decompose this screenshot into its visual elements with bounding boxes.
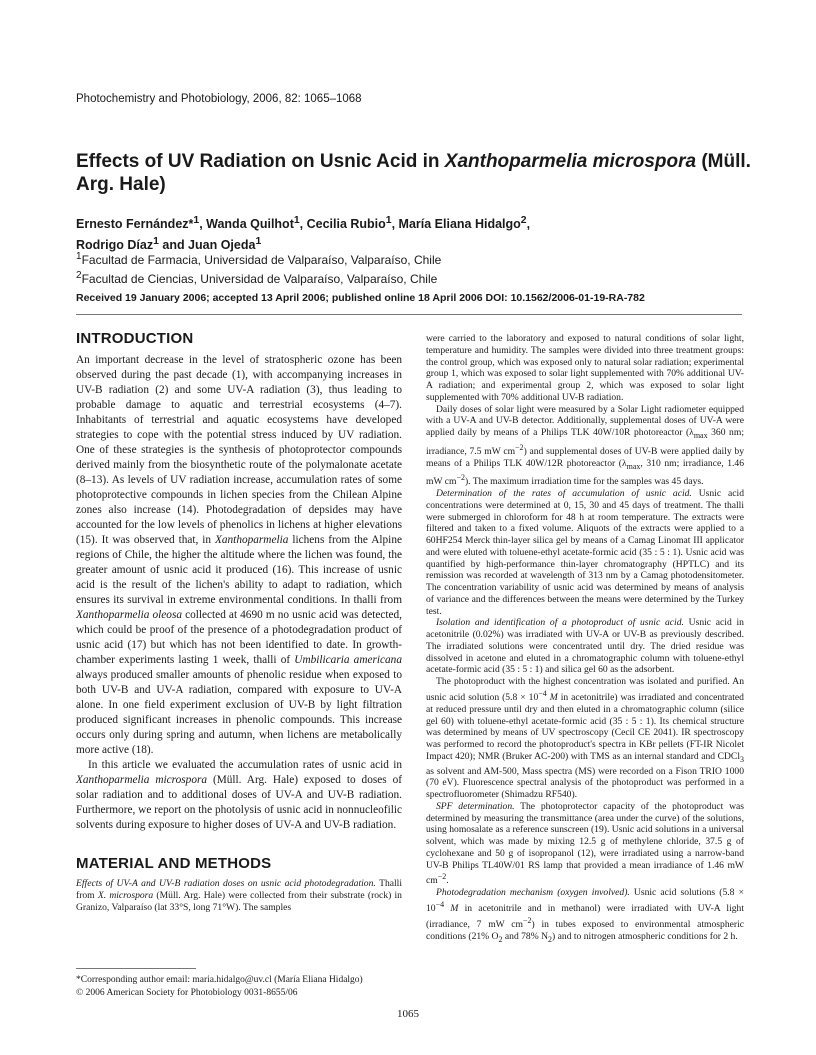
methods-paragraph-3: Daily doses of solar light were measured by a Solar Light radiometer equipped with a UV-A and UV-B detector. Additionally, supplemental doses of UV-A were applied daily by means of a Philips TLK 40W/10R photoreactor ($\lambda_{max}$ 360 nm; irradiance, 7.5 mW $cm^{-2}$) and supplemental doses of UV-B were applied daily by means of a Philips TLK 40W/12R photoreactor ($\lambda_{max}$, 310 nm; irradiance, 1.46 mW $cm^{-2}$). The maximum irradiation time for the samples was 45 days. bbox=[426, 403, 745, 488]
journal-citation: Photochemistry and Photobiology, 2006, 82: 1065–1068 bbox=[76, 93, 362, 105]
introduction-paragraph-2: In this article we evaluated the accumulation rates of usnic acid in Xanthoparmelia microspora (Müll. Arg. Hale) exposed to doses of solar radiation and to additional doses of UV-A and UV-B radiation. Furthermore, we report on the photolysis of usnic acid in nonnucleofilic solvents during exposure to higher doses of UV-A and UV-B radiation. bbox=[76, 759, 402, 831]
methods-paragraph-1: Effects of UV-A and UV-B radiation doses on usnic acid photodegradation. Thalli from X. microspora (Müll. Arg. Hale) were collected from their substrate (rock) in Granizo, Valparaíso (lat 33°S, long 71°W). The samples bbox=[76, 878, 403, 913]
methods-paragraph-7: SPF determination. The photoprotector capacity of the photoproduct was determined by measuring the transmittance (area under the curve) of the solutions, using homosalate as a reference sunscreen (19). Usnic acid solutions in a universal solvent, which was made by mixing 12.5 g of methylene chloride, 37.5 g of cyclohexane and 50 g of isopropanol (12), were irradiated using a narrow-band UV-B Philips TL40W/01 RS lamp that provided a mean irradiance of 1.46 mW $cm^{-2}$. bbox=[426, 800, 744, 887]
introduction-heading: INTRODUCTION bbox=[76, 330, 194, 347]
methods-paragraph-4: Determination of the rates of accumulation of usnic acid. Usnic acid concentrations were determined at 0, 15, 30 and 45 days of treatment. The thalli were submerged in chloroform for 48 h at room temperature. The extracts were filtered and taken to a fixed volume. Aliquots of the extracts were applied to a 60HF254 Merck thin-layer silica gel by means of a Camag Linomat III applicator and were eluted with toluene-ethyl acetate-formic acid (35 : 5 : 1). Usnic acid was quantified by high-performance thin-layer chromatography (HPTLC) and its remission was recorded at wavelength of 313 nm by a Camag photodensitometer. The concentration variability of usnic acid was determined by means of analysis of variance and the differences between the means were determined by the Turkey test. bbox=[426, 488, 744, 617]
introduction-paragraph-1: An important decrease in the level of stratospheric ozone has been observed during the past decade (1), with accompanying increases in UV-B radiation (2) and some UV-A radiation (3), thus leading to probable damage to aquatic and terrestrial ecosystems (4–7). Inhabitants of terrestrial and aquatic ecosystems have developed strategies to cope with the potential stress induced by UV radiation. One of these strategies is the synthesis of photoprotector compounds derived mainly from the biosynthetic route of the polymalonate acetate (8–13). As levels of UV radiation increase, accumulation rates of some photoprotective compounds in lichen species from the Chilean Alpine zones also increase (14). Photodegradation of depsides may have accounted for the low levels of phenolics in lichens at higher elevations (15). It was observed that, in Xanthoparmelia lichens from the Alpine regions of Chile, the higher the altitude where the lichen was found, the greater amount of usnic acid it produced (16). This increase of usnic acid is the result of the lichen's ability to adapt to radiation, which ensures its survival in extreme environmental conditions. In thalli from Xanthoparmelia oleosa collected at 4690 m no usnic acid was detected, which could be proof of the presence of a photodegradation product of usnic acid (17) but which has not been identified to date. In growth-chamber experiments lasting 1 week, thalli of Umbilicaria americana always produced smaller amounts of phenolic residue when exposed to both UV-B and UV-A radiation, compared with exposure to UV-A alone. In one field experiment exclusion of UV-B by light filtration produced significant increases in phenolic compounds. This increase occurs only during spring and autumn, when lichens are metabolically more active (18). bbox=[76, 354, 402, 756]
footnotes bbox=[76, 974, 406, 999]
footnote-divider bbox=[76, 968, 196, 969]
methods-paragraph-2: were carried to the laboratory and exposed to natural conditions of solar light, temperature and humidity. The samples were divided into three treatment groups: the control group, which was exposed only to natural solar radiation; experimental group 1, which was exposed to solar light supplemented with 70% additional UV-A radiation; and experimental group 2, which was exposed to solar light supplemented with 70% additional UV-B radiation. bbox=[426, 333, 744, 403]
author-list: Ernesto Fernández*$^1$, Wanda Quilhot$^1$, Cecilia Rubio$^1$, María Eliana Hidalgo$^2$, Rodrigo Díaz$^1$ and Juan Ojeda$^1$ bbox=[76, 215, 531, 253]
copyright-note: © 2006 American Society for Photobiology 0031-8655/06 bbox=[76, 987, 298, 998]
affiliations: $^1$Facultad de Farmacia, Universidad de Valparaíso, Valparaíso, Chile $^2$Facultad de Ciencias, Universidad de Valparaíso, Valparaíso, Chile bbox=[76, 251, 442, 286]
methods-heading: MATERIAL AND METHODS bbox=[76, 855, 272, 872]
received-dates-doi: Received 19 January 2006; accepted 13 April 2006; published online 18 April 2006 DOI: 10.1562/2006-01-19-RA-782 bbox=[76, 292, 645, 304]
methods-paragraph-6: The photoproduct with the highest concentration was isolated and purified. An usnic acid solution ($5.8 \times 10^{-4}$ M in acetonitrile) was irradiated and concentrated at reduced pressure until dry and then eluted in a chromatographic column (silice gel 60) with toluene-ethyl acetate-formic acid (35 : 5 : 1). Its chemical structure was determined by means of UV spectroscopy (Cecil CE 2041). IR spectroscopy was performed to record the photoproduct's spectra in KBr pellets (FT-IR Nicolet Impact 420); NMR (Bruker AC-200) with TMS as an internal standard and CDCl$_3$ as solvent and AM-500, Mass spectra (MS) were recorded on a Fison TRIO 1000 (70 eV). Fluorescence spectral analysis of the photoproduct was performed in a spectrofluorometer (Shimadzu RF540). bbox=[426, 676, 744, 801]
paper-title: Effects of UV Radiation on Usnic Acid in Xanthoparmelia microspora (Müll. Arg. Hale) bbox=[76, 151, 751, 195]
header-divider bbox=[76, 314, 742, 315]
corresponding-author-note: *Corresponding author email: maria.hidalgo@uv.cl (María Eliana Hidalgo) bbox=[76, 975, 363, 985]
right-column bbox=[426, 333, 744, 946]
left-column bbox=[76, 330, 402, 913]
methods-paragraph-5: Isolation and identification of a photoproduct of usnic acid. Usnic acid in acetonitrile (0.02%) was irradiated with UV-A or UV-B as previously described. The irradiated solutions were concentrated until dry. The dried residue was dissolved in acetone and eluted in a chromatographic column with toluene-ethyl acetate-formic acid (35 : 5 : 1) and silica gel 60 as the adsorbent. bbox=[426, 617, 744, 676]
methods-paragraph-8: Photodegradation mechanism (oxygen involved). Usnic acid solutions ($5.8 \times 10^{-4}$ M in acetonitrile and in methanol) were irradiated with UV-A light (irradiance, 7 mW $cm^{-2}$) in tubes exposed to environmental atmospheric conditions (21% $O_2$ and 78% $N_2$) and to nitrogen atmospheric conditions for 2 h. bbox=[426, 887, 745, 944]
page-number: 1065 bbox=[397, 1008, 419, 1020]
